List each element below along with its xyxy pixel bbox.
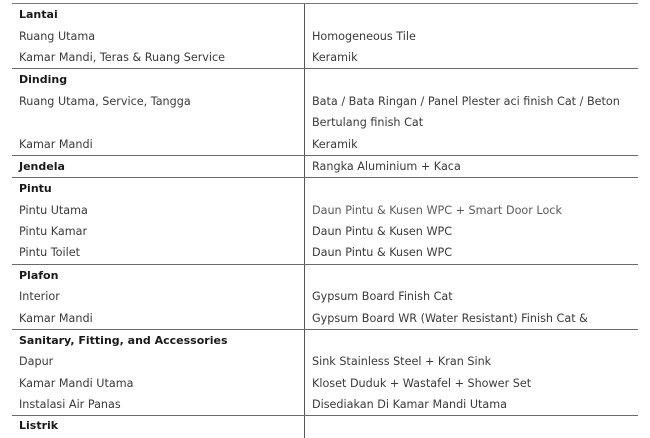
item-label [12, 112, 305, 133]
item-label: Pintu Toilet [12, 242, 305, 263]
group-heading-value: Rangka Aluminium + Kaca [312, 159, 461, 173]
table-row [12, 221, 638, 242]
table-row [12, 133, 638, 154]
group-heading-value [305, 178, 638, 199]
group-heading-row [12, 4, 638, 25]
table-row [12, 25, 638, 46]
table-row [12, 242, 638, 263]
group-jendela [12, 156, 638, 178]
group-heading: Plafon [12, 265, 305, 286]
group-plafon [12, 265, 638, 330]
specification-table [12, 3, 638, 433]
item-spec: Keramik [312, 50, 358, 64]
item-label: Pintu Utama [12, 200, 305, 221]
table-row [12, 351, 638, 372]
group-heading: Jendela [12, 156, 305, 177]
table-row [12, 200, 638, 221]
item-spec: Bertulang finish Cat [312, 116, 424, 130]
group-heading-value [305, 265, 638, 286]
group-heading-cutoff: Listrik [12, 416, 305, 437]
group-heading: Sanitary, Fitting, and Accessories [12, 330, 305, 351]
group-pintu [12, 178, 638, 265]
group-heading-row [12, 156, 638, 177]
item-spec: Bata / Bata Ringan / Panel Plester aci finish Cat / Beton [312, 94, 620, 108]
group-heading: Dinding [12, 69, 305, 90]
group-heading-value [305, 69, 638, 90]
item-label: Dapur [12, 351, 305, 372]
group-dinding [12, 69, 638, 156]
item-label: Pintu Kamar [12, 221, 305, 242]
table-row [12, 286, 638, 307]
group-heading: Lantai [12, 4, 305, 25]
table-row [12, 91, 638, 112]
group-cutoff [12, 416, 638, 433]
item-spec: Disediakan Di Kamar Mandi Utama [312, 398, 508, 412]
group-heading-row [12, 69, 638, 90]
item-spec: Daun Pintu & Kusen WPC + Smart Door Lock [312, 203, 562, 217]
group-heading-row [12, 178, 638, 199]
item-spec: Keramik [312, 137, 358, 151]
item-label: Ruang Utama [12, 25, 305, 46]
item-label: Ruang Utama, Service, Tangga [12, 91, 305, 112]
item-label: Kamar Mandi Utama [12, 373, 305, 394]
item-label: Kamar Mandi [12, 133, 305, 154]
item-label: Interior [12, 286, 305, 307]
group-heading-value [305, 4, 638, 25]
table-row [12, 112, 638, 133]
group-heading-row [12, 416, 638, 437]
table-row [12, 394, 638, 415]
group-heading-row [12, 265, 638, 286]
item-spec: Daun Pintu & Kusen WPC [312, 225, 453, 239]
group-sanitary-fitting-accessories [12, 330, 638, 417]
item-spec: Gypsum Board Finish Cat [312, 290, 453, 304]
table-row [12, 373, 638, 394]
table-row [12, 307, 638, 328]
group-heading-value [305, 416, 638, 437]
item-spec: Kloset Duduk + Wastafel + Shower Set [312, 376, 532, 390]
item-spec: Gypsum Board WR (Water Resistant) Finish Cat & [312, 311, 588, 325]
item-spec: Daun Pintu & Kusen WPC [312, 246, 453, 260]
item-spec: Sink Stainless Steel + Kran Sink [312, 355, 492, 369]
item-label: Kamar Mandi, Teras & Ruang Service [12, 47, 305, 68]
group-heading-row [12, 330, 638, 351]
item-label: Kamar Mandi [12, 307, 305, 328]
group-lantai [12, 4, 638, 69]
group-heading: Pintu [12, 178, 305, 199]
item-label: Instalasi Air Panas [12, 394, 305, 415]
group-heading-value [305, 330, 638, 351]
table-row [12, 47, 638, 68]
item-spec: Homogeneous Tile [312, 29, 416, 43]
